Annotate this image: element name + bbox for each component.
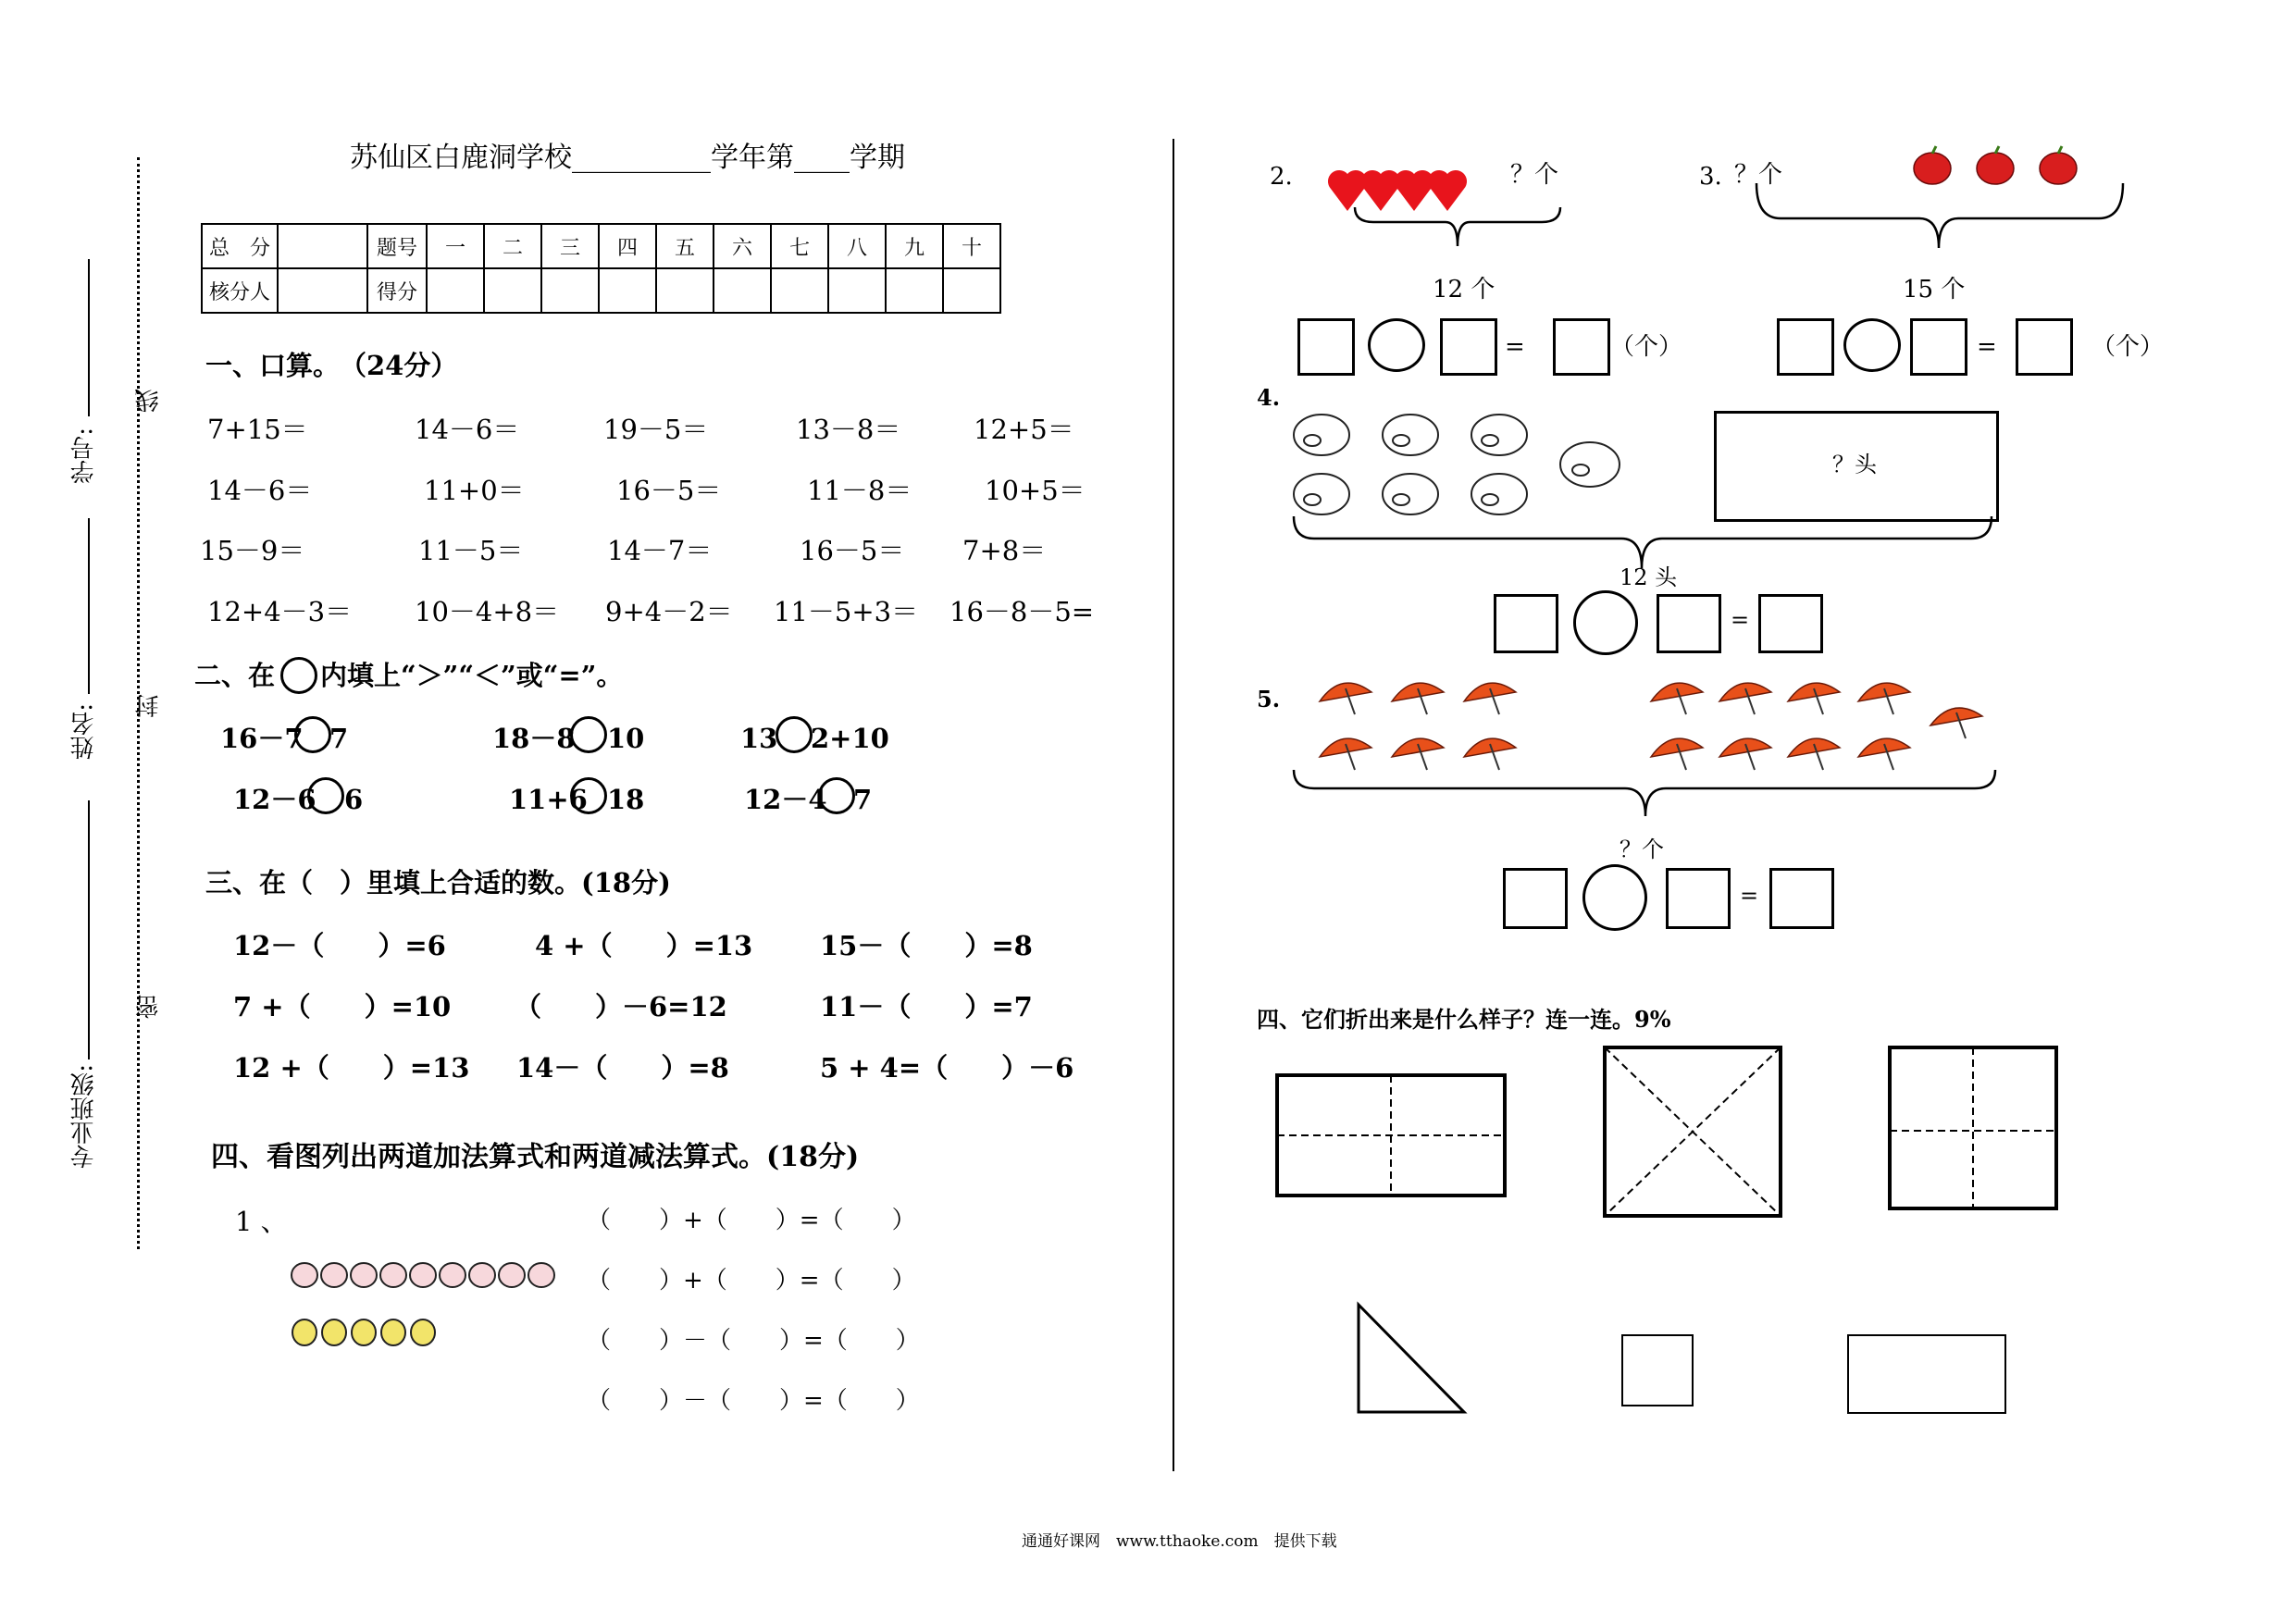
score-table-row: [202, 224, 1000, 268]
question-label: 5.: [1257, 686, 1281, 712]
equals-sign: =: [1740, 883, 1759, 909]
score-cell[interactable]: [278, 268, 367, 313]
triangle-shape[interactable]: [1355, 1301, 1468, 1416]
problem-text: 19－5＝: [603, 414, 709, 445]
score-cell[interactable]: [656, 268, 714, 313]
answer-box[interactable]: [2016, 318, 2073, 376]
compare-circle[interactable]: [818, 777, 855, 814]
score-cell[interactable]: [541, 268, 599, 313]
unit-label: （个）: [1610, 333, 1683, 361]
section1-title: 一、口算。 （24分）: [205, 350, 458, 381]
small-square-shape[interactable]: [1621, 1334, 1694, 1406]
answer-box[interactable]: [1666, 868, 1731, 929]
operator-circle[interactable]: [1843, 318, 1901, 372]
score-cell: 题号: [367, 224, 427, 268]
score-cell: 九: [886, 224, 943, 268]
fill-problem: 11－（ ）=7: [820, 991, 1033, 1022]
class-line[interactable]: [88, 800, 90, 1059]
score-cell: 得分: [367, 268, 427, 313]
operator-circle[interactable]: [1368, 318, 1425, 372]
problem-text: 16－8－5=: [949, 596, 1095, 627]
compare-left: 12－6: [233, 784, 316, 815]
answer-box[interactable]: [1910, 318, 1967, 376]
compare-left: 12－4: [744, 784, 827, 815]
problem-text: 12+5＝: [974, 414, 1074, 445]
brace-icon: [1292, 768, 1999, 820]
total-label: 12 头: [1620, 564, 1678, 590]
problem-text: 14－6＝: [207, 475, 313, 506]
peach-group: [291, 1257, 559, 1294]
seal-mark-seal: 封: [135, 694, 163, 718]
compare-circle[interactable]: [570, 716, 607, 753]
problem-text: 11+0＝: [424, 475, 525, 506]
compare-circle-icon: [280, 657, 317, 694]
total-label: 12 个: [1433, 276, 1496, 304]
fill-problem: 12－（ ）=6: [233, 930, 446, 961]
score-cell[interactable]: [714, 268, 771, 313]
score-cell[interactable]: [427, 268, 484, 313]
question-text: ？个: [1734, 161, 1783, 189]
problem-text: 10+5＝: [985, 475, 1086, 506]
fill-problem: 14－（ ）=8: [516, 1052, 729, 1084]
student-id-line[interactable]: [88, 259, 90, 416]
diagonal-fold-square-shape[interactable]: [1603, 1046, 1782, 1218]
score-cell[interactable]: [771, 268, 828, 313]
section2-title-end: 内填上“＞”“＜”或“=”。: [320, 660, 624, 691]
page-divider: [1173, 139, 1174, 1471]
score-cell: 七: [771, 224, 828, 268]
problem-text: 7+8＝: [962, 535, 1047, 566]
compare-circle[interactable]: [570, 777, 607, 814]
name-label: 姓名:: [70, 703, 98, 760]
fill-problem: 4 +（ ）=13: [535, 930, 753, 961]
score-cell: 八: [828, 224, 886, 268]
equation-blank[interactable]: （ ）+（ ）=（ ）: [587, 1207, 916, 1234]
page-title: 苏仙区白鹿洞学校__________学年第____学期: [350, 142, 905, 174]
unit-label: （个）: [2091, 333, 2165, 361]
problem-text: 12+4－3＝: [207, 596, 353, 627]
score-cell: 一: [427, 224, 484, 268]
compare-left: 11+6: [509, 784, 588, 815]
cross-fold-square-shape[interactable]: [1888, 1046, 2058, 1210]
question-text: ？个: [1620, 836, 1664, 862]
question-label: 2.: [1270, 163, 1293, 191]
score-cell[interactable]: [828, 268, 886, 313]
equals-sign: =: [1731, 607, 1750, 633]
brace-icon: [1353, 205, 1562, 254]
fill-problem: 15－（ ）=8: [820, 930, 1033, 961]
score-table-row: [202, 268, 1000, 313]
equation-blank[interactable]: （ ）+（ ）=（ ）: [587, 1267, 916, 1295]
compare-left: 13: [740, 723, 778, 754]
score-cell: 三: [541, 224, 599, 268]
compare-circle[interactable]: [776, 716, 813, 753]
compare-right: 10: [607, 723, 645, 754]
score-cell: 二: [484, 224, 541, 268]
score-cell[interactable]: [484, 268, 541, 313]
score-cell: 六: [714, 224, 771, 268]
fill-problem: （ ）－6=12: [515, 991, 727, 1022]
class-label: 专业班级:: [70, 1064, 98, 1169]
equation-blank[interactable]: （ ）－（ ）=（ ）: [587, 1387, 920, 1415]
problem-text: 10－4+8＝: [415, 596, 560, 627]
score-cell: 总 分: [202, 224, 278, 268]
answer-box[interactable]: [1503, 868, 1568, 929]
total-label: 15 个: [1903, 276, 1966, 304]
student-id-label: 学号:: [70, 427, 98, 484]
answer-box[interactable]: [1440, 318, 1497, 376]
score-cell: 四: [599, 224, 656, 268]
name-line[interactable]: [88, 518, 90, 694]
folded-rectangle-shape[interactable]: [1275, 1073, 1507, 1199]
section3-title: 三、在（ ）里填上合适的数。(18分): [205, 867, 671, 898]
answer-box[interactable]: [1758, 594, 1823, 653]
compare-right: 2+10: [811, 723, 889, 754]
compare-right: 7: [853, 784, 873, 815]
fold-section-title: 四、它们折出来是什么样子？连一连。9%: [1257, 1006, 1671, 1033]
compare-right: 6: [344, 784, 364, 815]
problem-text: 14－7＝: [607, 535, 713, 566]
score-cell[interactable]: [599, 268, 656, 313]
score-cell[interactable]: [278, 224, 367, 268]
score-cell: 十: [943, 224, 1000, 268]
problem-text: 13－8＝: [796, 414, 901, 445]
equals-sign: =: [1505, 333, 1525, 361]
compare-left: 18－8: [492, 723, 576, 754]
answer-box[interactable]: [1297, 318, 1355, 376]
brace-icon: [1755, 181, 2127, 252]
compare-circle[interactable]: [307, 777, 344, 814]
score-cell: 五: [656, 224, 714, 268]
score-cell[interactable]: [886, 268, 943, 313]
answer-box[interactable]: [1769, 868, 1834, 929]
fill-problem: 12 +（ ）=13: [233, 1052, 470, 1084]
question-text: ？个: [1510, 161, 1559, 189]
umbrellas-group: [1314, 664, 1999, 779]
score-table: [201, 223, 1001, 314]
answer-box[interactable]: [1657, 594, 1721, 653]
fill-problem: 7 +（ ）=10: [233, 991, 452, 1022]
problem-text: 11－5＝: [418, 535, 524, 566]
problem-text: 11－5+3＝: [774, 596, 919, 627]
seal-mark-secret: 密: [135, 995, 163, 1019]
footer-credit: 通通好课网 www.tthaoke.com 提供下载: [1022, 1532, 1337, 1551]
equation-blank[interactable]: （ ）－（ ）=（ ）: [587, 1327, 920, 1355]
answer-box[interactable]: [1777, 318, 1834, 376]
compare-left: 16－7: [220, 723, 304, 754]
operator-circle[interactable]: [1582, 864, 1647, 931]
pear-group: [291, 1310, 439, 1347]
score-cell: 核分人: [202, 268, 278, 313]
equals-sign: =: [1977, 333, 1997, 361]
small-rectangle-shape[interactable]: [1847, 1334, 2006, 1414]
section4-title: 四、看图列出两道加法算式和两道减法算式。(18分): [211, 1141, 860, 1173]
problem-text: 14－6＝: [415, 414, 520, 445]
answer-box[interactable]: [1553, 318, 1610, 376]
question-label: 3.: [1699, 163, 1722, 191]
problem-text: 15－9＝: [200, 535, 305, 566]
answer-box[interactable]: [1494, 594, 1558, 653]
section2-title-start: 二、在: [194, 660, 276, 691]
problem-text: 9+4－2＝: [605, 596, 733, 627]
compare-right: 7: [329, 723, 349, 754]
compare-circle[interactable]: [294, 716, 331, 753]
problem-text: 16－5＝: [800, 535, 905, 566]
operator-circle[interactable]: [1573, 590, 1638, 655]
question-label: 1 、: [235, 1206, 288, 1237]
problem-text: 11－8＝: [807, 475, 912, 506]
seal-mark-line: 线: [135, 389, 163, 413]
question-label: 4.: [1257, 384, 1281, 411]
score-cell[interactable]: [943, 268, 1000, 313]
problem-text: 7+15＝: [207, 414, 308, 445]
box-label: ？头: [1832, 452, 1877, 477]
fill-problem: 5 + 4=（ ）－6: [820, 1052, 1074, 1084]
compare-right: 18: [607, 784, 645, 815]
problem-text: 16－5＝: [616, 475, 722, 506]
